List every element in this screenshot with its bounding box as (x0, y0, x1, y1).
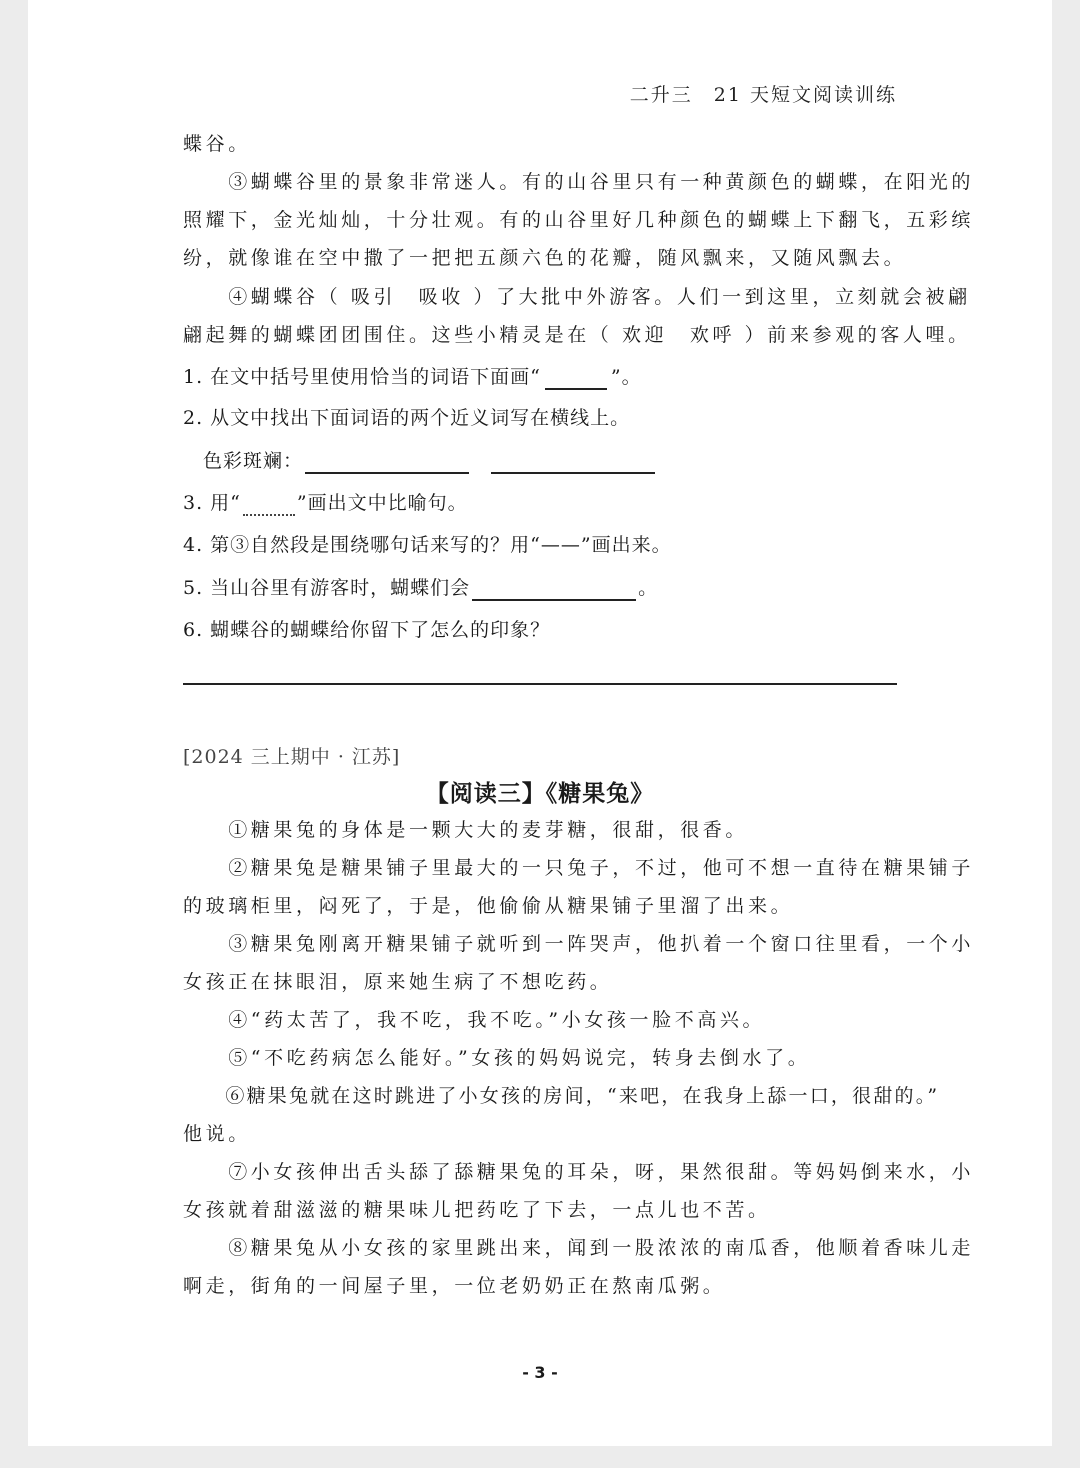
answer-blank-3[interactable] (472, 577, 636, 601)
question-3 (183, 490, 899, 516)
question-6: 6. 蝴蝶谷的蝴蝶给你留下了怎么的印象？ (183, 619, 551, 641)
answer-line-q6[interactable] (183, 683, 897, 685)
passage-line: ②糖果兔是糖果铺子里最大的一只兔子，不过，他可不想一直待在糖果铺子 (183, 857, 975, 879)
passage-line: ④蝴蝶谷（ 吸引 吸收 ）了大批中外游客。人们一到这里，立刻就会被翩 (183, 286, 971, 308)
passage-line: ③蝴蝶谷里的景象非常迷人。有的山谷里只有一种黄颜色的蝴蝶，在阳光的 (183, 171, 975, 193)
question-3-text: 3. 用“ (183, 492, 241, 514)
passage-line: 照耀下，金光灿灿，十分壮观。有的山谷里好几种颜色的蝴蝶上下翻飞，五彩缤 (183, 209, 975, 231)
passage-line: ⑤“不吃药病怎么能好。”女孩的妈妈说完，转身去倒水了。 (183, 1047, 811, 1069)
question-3-end: ”画出文中比喻句。 (296, 492, 468, 514)
passage-line: 啊走，街角的一间屋子里，一位老奶奶正在熬南瓜粥。 (183, 1275, 726, 1297)
passage-line: 翩起舞的蝴蝶团团围住。这些小精灵是在（ 欢迎 欢呼 ）前来参观的客人哩。 (183, 324, 971, 346)
passage-line: 的玻璃柜里，闷死了，于是，他偷偷从糖果铺子里溜了出来。 (183, 895, 794, 917)
question-4: 4. 第③自然段是围绕哪句话来写的？用“——”画出来。 (183, 534, 672, 556)
passage-line: 他说。 (183, 1123, 251, 1145)
question-1-end: ”。 (610, 366, 642, 388)
answer-blank-2[interactable] (491, 450, 655, 474)
reading-title: 【阅读三】《糖果兔》 (425, 781, 655, 807)
answer-blank-1[interactable] (305, 450, 469, 474)
passage-line: 女孩就着甜滋滋的糖果味儿把药吃了下去，一点儿也不苦。 (183, 1199, 771, 1221)
underline-sample (545, 366, 607, 390)
passage-line: 纷，就像谁在空中撒了一把把五颜六色的花瓣，随风飘来，又随风飘去。 (183, 247, 907, 269)
passage-line: ③糖果兔刚离开糖果铺子就听到一阵哭声，他扒着一个窗口往里看，一个小 (183, 933, 975, 955)
question-1 (183, 364, 899, 390)
question-2-label: 色彩斑斓： (203, 450, 304, 472)
question-2-answer (203, 448, 919, 474)
passage-line: ⑧糖果兔从小女孩的家里跳出来，闻到一股浓浓的南瓜香，他顺着香味儿走 (183, 1237, 975, 1259)
passage-line: ⑥糖果兔就在这时跳进了小女孩的房间，“来吧，在我身上舔一口，很甜的。” (183, 1085, 940, 1107)
question-5-text: 5. 当山谷里有游客时，蝴蝶们会 (183, 577, 471, 599)
page-number: - 3 - (522, 1363, 558, 1382)
question-5 (183, 575, 899, 601)
question-1-text: 1. 在文中括号里使用恰当的词语下面画“ (183, 366, 541, 388)
passage-line: 蝶谷。 (183, 133, 251, 155)
passage-line: ④“药太苦了，我不吃，我不吃。”小女孩一脸不高兴。 (183, 1009, 766, 1031)
question-5-end: 。 (638, 577, 659, 599)
worksheet-page (28, 0, 1052, 1446)
passage-line: ①糖果兔的身体是一颗大大的麦芽糖，很甜，很香。 (183, 819, 749, 841)
passage-line: ⑦小女孩伸出舌头舔了舔糖果兔的耳朵，呀，果然很甜。等妈妈倒来水，小 (183, 1161, 975, 1183)
question-2: 2. 从文中找出下面词语的两个近义词写在横线上。 (183, 407, 631, 429)
source-note: [2024 三上期中 · 江苏] (183, 746, 401, 768)
wavy-line-sample (243, 494, 295, 516)
page-header: 二升三 21 天短文阅读训练 (629, 84, 897, 106)
passage-line: 女孩正在抹眼泪，原来她生病了不想吃药。 (183, 971, 613, 993)
